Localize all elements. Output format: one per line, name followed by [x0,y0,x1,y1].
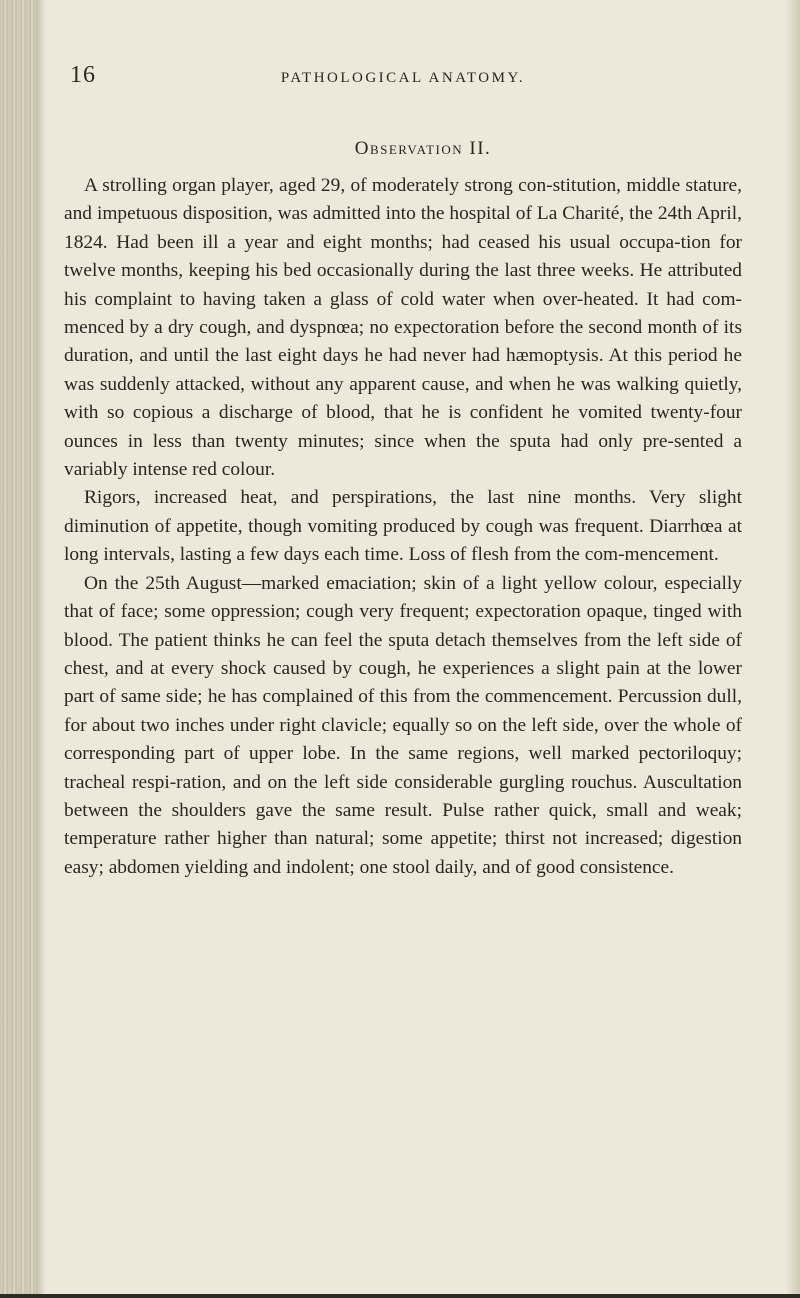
book-binding-edge [0,0,36,1298]
section-title: Observation II. [354,138,492,159]
paragraph: On the 25th August—marked emaciation; skin of a light yellow colour, especially that of face; some oppression; cough very frequent; expectoration opaque, tinged with blood. The patient thinks he can feel the sputa detach themselves from the left side of chest, and at every shock caused by cough, he experiences a slight pain at the lower part of same side; he has complained of this from the commencement. Percussion dull, for about two inches under right clavicle; equally so on the left side, over the whole of corresponding part of upper lobe. In the same regions, well marked pectoriloquy; tracheal respi-ration, and on the left side considerable gurgling rouchus. Auscultation between the shoulders gave the same result. Pulse rather quick, small and weak; temperature rather higher than natural; some appetite; thirst not increased; digestion easy; abdomen yielding and indolent; one stool daily, and of good consistence. [64,572,742,878]
running-head [64,62,742,94]
page-right-edge [786,0,800,1298]
page-bottom-edge [0,1294,800,1298]
paragraph: Rigors, increased heat, and perspirations, the last nine months. Very slight diminution of appetite, though vomiting produced by cough was frequent. Diarrhœa at long intervals, lasting a few days each time. Loss of flesh from the com-mencement. [64,487,742,566]
running-title: PATHOLOGICAL ANATOMY. [280,70,526,86]
paragraph: A strolling organ player, aged 29, of moderately strong con-stitution, middle stature, and impetuous disposition, was admitted into the hospital of La Charité, the 24th April, 1824. Had been ill a year and eight months; had ceased his usual occupa-tion for twelve months, keeping his bed occasionally during the last three weeks. He attributed his complaint to having taken a glass of cold water when over-heated. It had com-menced by a dry cough, and dyspnœa; no expectoration before the second month of its duration, and until the last eight days he had never had hæmoptysis. At this period he was suddenly attacked, without any apparent cause, and when he was walking quietly, with so copious a discharge of blood, that he is confident he vomited twenty-four ounces in less than twenty minutes; since when the sputa had only pre-sented a variably intense red colour. [64,175,742,481]
book-page [64,62,742,882]
body-text [64,172,742,882]
gutter-shadow [36,0,46,1298]
page-number: 16 [70,62,96,88]
